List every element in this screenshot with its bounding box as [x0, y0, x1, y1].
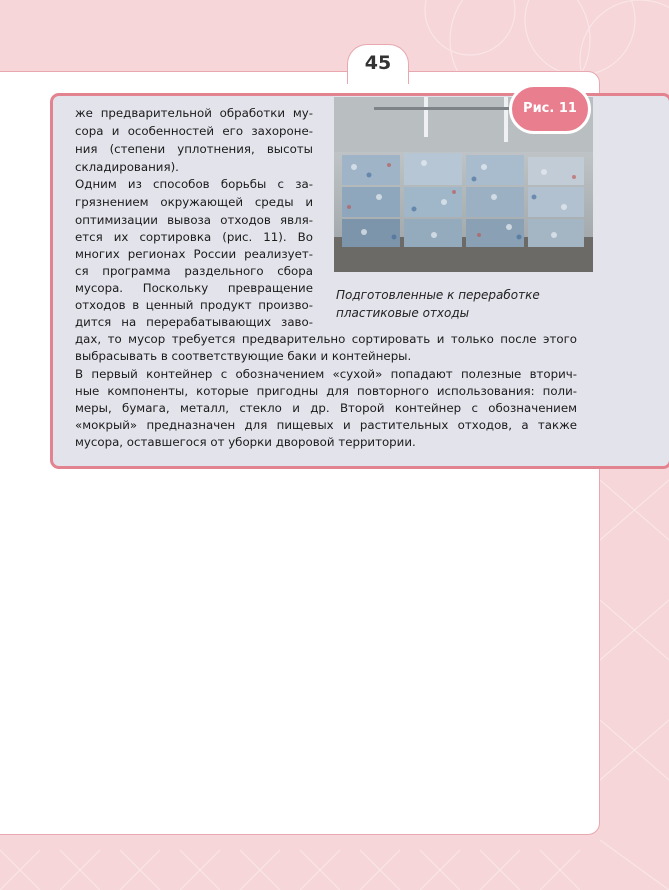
text-line: мусора. Поскольку превращение: [75, 281, 313, 295]
text-line: ния (степени уплотнения, высоты: [75, 142, 313, 156]
text-line: сора и особенностей его захороне-: [75, 124, 313, 138]
text-line: оптимизации вывоза отходов явля-: [75, 213, 313, 227]
text-line: же предварительной обработки му-: [75, 106, 313, 120]
text-line: ные компоненты, которые пригодны для повторного использования: поли-: [75, 384, 577, 398]
caption-line: Подготовленные к переработке: [336, 288, 540, 302]
text-line: дится на перерабатывающих заво-: [75, 315, 313, 329]
figure-caption: [336, 286, 586, 322]
text-line: Одним из способов борьбы с за-: [75, 177, 313, 191]
text-line: мусора, оставшегося от уборки дворовой территории.: [75, 435, 416, 449]
page-number: 45: [364, 52, 392, 74]
text-line: ется их сортировка (рис. 11). Во: [75, 230, 313, 244]
text-line: дах, то мусор требуется предварительно сортировать и только после этого: [75, 332, 577, 346]
text-line: отходов в ценный продукт произво-: [75, 298, 313, 312]
text-line: ся программа раздельного сбора: [75, 264, 313, 278]
text-line: грязнением окружающей среды и: [75, 195, 313, 209]
text-line: выбрасывать в соответствующие баки и контейнеры.: [75, 349, 412, 363]
text-line: многих регионах России реализует-: [75, 247, 313, 261]
figure-badge: Рис. 11: [509, 84, 591, 134]
text-line: меры, бумага, металл, стекло и др. Второй контейнер с обозначением: [75, 401, 577, 415]
text-line: В первый контейнер с обозначением «сухой» попадают полезные вторич-: [75, 367, 577, 381]
text-line: складирования).: [75, 160, 179, 174]
text-line: «мокрый» предназначен для пищевых и растительных отходов, а также: [75, 418, 577, 432]
caption-line: пластиковые отходы: [336, 306, 470, 320]
